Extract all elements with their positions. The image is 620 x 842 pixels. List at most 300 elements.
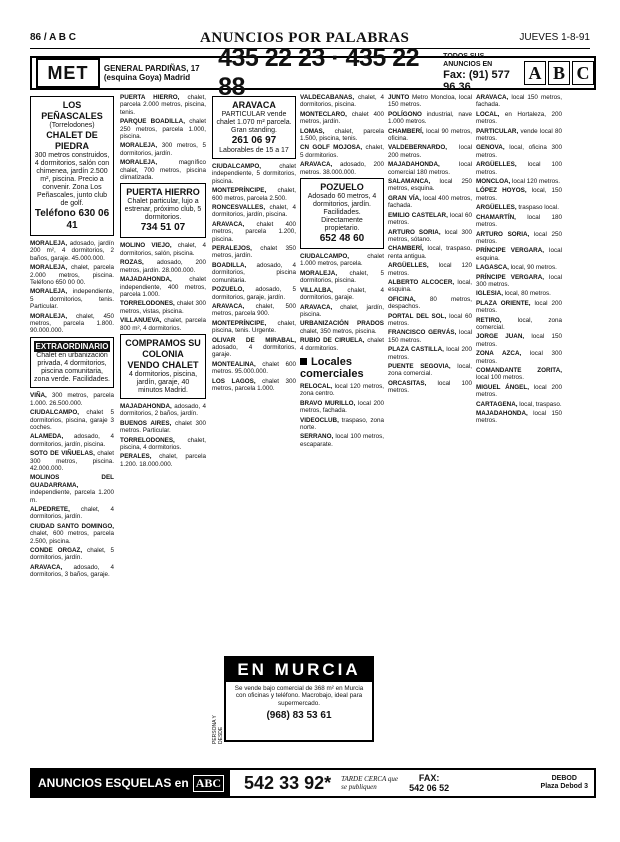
classified-ad	[30, 240, 114, 262]
classified-ad-text: local 200 metros, fachada.	[300, 399, 384, 415]
classified-ad-text: local 100 metros.	[388, 379, 472, 395]
classified-ad-keyword: LOS LAGOS,	[212, 377, 256, 385]
classified-ad-keyword: MAJADAHONDA,	[388, 161, 440, 169]
classified-ad-keyword: ROZAS,	[120, 259, 144, 267]
classified-ad	[388, 363, 472, 378]
classified-ad-keyword: TORRELODONES,	[120, 436, 175, 444]
classified-ad	[212, 303, 296, 318]
classified-ad-text: chalet 400 metros, jardín.	[300, 110, 384, 126]
classified-ad-keyword: MORALEJA,	[30, 312, 68, 320]
classified-ad-keyword: URBANIZACIÓN PRADOS	[300, 320, 384, 328]
classified-ad-text: chalet, 350 metros, piscina.	[300, 327, 377, 335]
classified-ad-text: chalet, parcela 2.000 metros, piscina. Teléfono 650 00 00.	[30, 264, 114, 287]
classified-ad-text: local 180 metros.	[476, 213, 562, 229]
classified-ad-text: local, zona comercial.	[476, 316, 562, 331]
classified-ad-text: local 300 metros.	[476, 350, 562, 365]
classified-ad-text: local 150 metros, fachada.	[476, 94, 562, 109]
classified-ad	[120, 437, 206, 452]
column-2	[120, 94, 206, 654]
classified-ad-keyword: CIUDALCAMPO,	[300, 253, 349, 261]
classified-ad-text: chalet 4 dormitorios.	[300, 337, 384, 352]
classified-ad	[30, 409, 114, 431]
classified-ad-keyword: CONDE ORGAZ,	[30, 547, 83, 554]
classified-ad-keyword: PLAZA ORIENTE,	[476, 299, 531, 307]
classified-ad-text: chalet, piscina, 4 dormitorios.	[120, 436, 206, 451]
classified-ad-keyword: ARAVACA,	[212, 302, 245, 310]
column-5	[388, 94, 472, 754]
classified-ad	[212, 262, 296, 284]
classified-ad-text: local 120 metros, zona centro.	[300, 382, 384, 398]
classified-ad	[120, 420, 206, 435]
ad-box-sub: (Torrelodones)	[49, 122, 95, 129]
classified-ad-text: local comercial 180 metros.	[388, 161, 472, 176]
ad-box-body: Adosado 60 metros, 4 dormitorios, jardín. Facilidades. Directamente propietario.	[307, 193, 377, 233]
classified-ad	[388, 94, 472, 109]
classified-ad-keyword: CHAMBERÍ,	[388, 245, 424, 253]
ad-box-phone: Teléfono 630 06 41	[34, 208, 110, 231]
classified-ad-keyword: CIUDAD SANTO DOMINGO,	[30, 522, 114, 530]
classified-ad-text: chalet independiente, 400 metros, parcela 1.000.	[120, 276, 206, 298]
debod-name: DEBOD	[551, 775, 577, 782]
footer-tagline: TARDE CERCA que se publiquen	[341, 775, 399, 791]
classified-ad	[30, 474, 114, 504]
classified-ad-keyword: MORALEJA,	[30, 288, 68, 296]
classified-ad	[388, 279, 472, 294]
classified-ad-text: independiente, 5 dormitorios, tenis. Particular.	[30, 288, 114, 311]
ad-box-title: CHALET DE PIEDRA	[46, 130, 98, 151]
classified-ad-text: local 90 metros, oficina.	[388, 127, 472, 143]
square-bullet-icon	[300, 358, 307, 365]
classified-ad-keyword: EMILIO CASTELAR,	[388, 211, 448, 219]
classified-ad	[212, 320, 296, 335]
classified-ad-keyword: PLAZA CASTILLA,	[388, 346, 444, 354]
ad-box-penascales	[30, 96, 114, 236]
classified-ad	[120, 317, 206, 332]
classified-ad-text: local 250 metros, esquina.	[388, 178, 472, 193]
classified-ad-text: chalet 300 metros, vistas, piscina.	[120, 300, 206, 315]
classified-ad-text: chalet, 4 dormitorios, jardín, piscina.	[212, 204, 296, 219]
classified-ad	[388, 229, 472, 244]
classified-ad-keyword: PORTAL DEL SOL,	[388, 312, 447, 320]
classified-ad-text: chalet 5 dormitorios, piscina, garaje 3 coches.	[30, 409, 114, 431]
page-number: 86 / A B C	[30, 32, 76, 43]
classified-ad	[476, 178, 562, 185]
classified-ad	[30, 433, 114, 448]
classified-ad-keyword: MIGUEL ÁNGEL,	[476, 383, 529, 391]
classified-ad-text: local, esquina.	[388, 278, 472, 294]
classified-ad	[476, 317, 562, 332]
classified-ad-text: chalet, parcela 800 m², 4 dormitorios.	[120, 317, 206, 332]
met-logo: MET	[36, 58, 100, 88]
classified-ad	[300, 144, 384, 159]
classified-ad	[212, 163, 296, 185]
ad-box-phone: 734 51 07	[140, 222, 186, 234]
classified-ad-text: adosado, 4 dormitorios, jardín, piscina.	[30, 433, 114, 448]
classified-ad-keyword: ARAVACA,	[212, 220, 245, 228]
classified-ad	[212, 221, 296, 243]
classified-ad-text: adosado, 4 dormitorios, piscina comunitaria.	[212, 261, 296, 284]
classified-ad-text: local esquina.	[476, 247, 562, 262]
classified-ad-keyword: RUBIO DE CIRUELA,	[300, 337, 365, 345]
abc-letter: C	[572, 61, 594, 85]
classified-ad-keyword: LOCAL,	[476, 110, 500, 118]
classified-ad	[120, 300, 206, 315]
classified-ad-keyword: VILLALBA,	[300, 286, 333, 294]
banner-phones: 435 22 23 · 435 22 88	[218, 44, 420, 101]
classified-ad-text: chalet independiente, 5 dormitorios, piscina.	[212, 163, 296, 185]
classified-ad-keyword: SERRANO,	[300, 433, 334, 441]
footer-phone: 542 33 92*	[244, 772, 332, 793]
classified-ad-keyword: MAJADAHONDA,	[476, 410, 528, 418]
murcia-title: EN MURCIA	[226, 658, 372, 682]
banner-address: GENERAL PARDIÑAS, 17 (esquina Goya) Madrid	[103, 64, 200, 82]
debod-logo	[541, 775, 588, 791]
classified-ad	[212, 378, 296, 393]
classified-ad-keyword: ALBERTO ALCOCER,	[388, 278, 455, 286]
classified-ad-text: local, traspaso, renta antigua.	[388, 245, 472, 260]
ad-box-body: 300 metros construidos, 4 dormitorios, salón con chimenea, jardín 2.500 m², piscina. Precio a convenir. Zona Los Peñascales, junto club de golf.	[34, 152, 110, 207]
classified-ad-keyword: VALDEBERNARDO,	[388, 144, 448, 152]
classified-ad	[476, 367, 562, 382]
classified-ad	[120, 142, 206, 157]
classified-ad-keyword: ARTURO SORIA,	[476, 230, 530, 238]
classified-ad	[476, 111, 562, 126]
classified-ad-keyword: ARTURO SORIA,	[388, 228, 441, 236]
classified-ad-keyword: CARTAGENA,	[476, 400, 518, 408]
classified-ad-text: local 200 metros.	[388, 346, 472, 361]
ad-box-head: EXTRAORDINARIO	[35, 341, 109, 351]
classified-ad-keyword: MONTECLARO,	[300, 110, 347, 118]
classified-ad	[212, 286, 296, 301]
classified-ad-keyword: GRAN VÍA,	[388, 194, 421, 202]
ad-box-body: 4 dormitorios, piscina, jardín, garaje, 40 minutos Madrid.	[128, 370, 198, 394]
ad-box-head: PUERTA HIERRO	[126, 187, 200, 198]
classified-ad-text: local 150 metros.	[476, 333, 562, 348]
classified-ad-keyword: RETIRO,	[476, 316, 502, 324]
classified-ad	[300, 417, 384, 432]
classified-ad	[476, 231, 562, 246]
classified-ad	[388, 178, 472, 193]
classified-ad	[388, 329, 472, 344]
classified-ad-keyword: POZUELO,	[212, 286, 245, 294]
classified-ad-keyword: LOMAS,	[300, 127, 325, 135]
classified-ad	[476, 274, 562, 289]
classified-ad-keyword: SALAMANCA,	[388, 178, 431, 186]
classified-ad-text: 80 metros, despachos.	[388, 295, 472, 311]
classified-ad-keyword: FRANCISCO GERVÁS,	[388, 329, 457, 337]
classified-ad-text: local 100 metros.	[476, 161, 562, 176]
ad-box-sub: VENDO CHALET	[127, 359, 199, 370]
banner-ads	[443, 53, 518, 93]
classified-ad-keyword: ZONA AZCA,	[476, 350, 522, 358]
classified-ad-keyword: PARQUE BOADILLA,	[120, 118, 185, 126]
classified-ad-text: chalet, 500 metros, parcela 900.	[212, 302, 296, 318]
classified-ad	[120, 159, 206, 181]
banner-ads-line: TODOS SUS ANUNCIOS EN	[443, 53, 493, 68]
classified-ad	[300, 433, 384, 448]
classified-ad-keyword: MORALEJA,	[30, 264, 68, 272]
classified-ad	[476, 128, 562, 143]
classified-ad	[300, 253, 384, 268]
classified-ad-keyword: MORALEJA,	[30, 240, 68, 247]
classified-ad-text: local, 90 metros.	[510, 264, 557, 272]
classified-ad-text: chalet 600 metros. 95.000.000.	[212, 360, 296, 376]
classified-ad-keyword: OLIVAR DE MIRABAL,	[212, 336, 296, 344]
classified-ad	[30, 288, 114, 310]
classified-ad	[212, 204, 296, 219]
classified-ad-text: adosado, 200 metros. 38.000.000.	[300, 161, 384, 176]
classified-ad-text: adosado, 4 dormitorios, 3 baños, garaje.	[30, 563, 114, 579]
footer-fax-number: 542 06 52	[409, 783, 450, 793]
classified-ad	[476, 410, 562, 425]
classified-ad-text: local 150 metros.	[476, 410, 562, 425]
ad-box-head: LOS PEÑASCALES	[41, 100, 103, 121]
classified-ad-keyword: ARAVACA,	[30, 563, 63, 571]
classified-ad-keyword: CIUDALCAMPO,	[212, 163, 261, 170]
classified-ad-text: chalet 300 metros. Particular.	[120, 419, 206, 435]
classified-ad-keyword: VALDECABAÑAS,	[300, 94, 355, 101]
classified-ad-keyword: RELOCAL,	[300, 382, 333, 390]
classified-ad-text: local, 80 metros.	[504, 290, 551, 298]
classified-ad-keyword: MOLINO VIEJO,	[120, 242, 172, 250]
classified-ad-keyword: ARAVACA,	[476, 94, 509, 101]
classified-ad-keyword: BRAVO MURILLO,	[300, 399, 356, 407]
classified-ad	[476, 401, 562, 408]
classified-ad-keyword: CN GOLF MOJOSA,	[300, 144, 363, 152]
classified-ad	[212, 337, 296, 359]
classified-ad-text: chalet 300 metros, parcela 1.000.	[212, 377, 296, 392]
classified-ad-text: local 400 metros, fachada.	[388, 194, 472, 210]
classified-ad	[30, 547, 114, 562]
classified-ad-text: chalet, piscina, tenis. Urgente.	[212, 319, 296, 335]
classified-ad	[476, 204, 562, 211]
classified-ad	[300, 383, 384, 398]
classified-ad-text: adosado, 4 dormitorios, 2 baños, jardín.	[120, 402, 206, 418]
classified-ad-text: local 60 metros.	[388, 211, 472, 227]
abc-letter: B	[548, 61, 570, 85]
classified-ad-keyword: SOTO DE VIÑUELAS,	[30, 450, 95, 458]
classified-ad	[388, 262, 472, 277]
classified-ad-keyword: OFICINA,	[388, 295, 416, 303]
footer-fax	[409, 773, 449, 793]
abc-logo	[524, 61, 594, 85]
classified-ad-keyword: PARTICULAR,	[476, 127, 519, 135]
classified-ad-text: local 200 metros.	[388, 144, 472, 159]
classified-ad	[300, 287, 384, 302]
classified-ad-text: local, oficina 300 metros.	[476, 144, 562, 159]
classified-ad-text: chalet, jardín, piscina.	[300, 303, 384, 318]
classified-ad	[476, 264, 562, 271]
classified-ad	[212, 361, 296, 376]
classified-ad-keyword: PRÍNCIPE VERGARA,	[476, 247, 545, 255]
vertical-label: PERSONA Y DESDE	[212, 715, 224, 744]
classified-ad-text: chalet, 5 dormitorios, piscina.	[300, 269, 384, 285]
classified-ad-keyword: MORALEJA,	[300, 269, 338, 277]
classified-ad	[388, 111, 472, 126]
classified-ad-keyword: ALPEDRETE,	[30, 505, 70, 513]
classified-ad-text: independiente, parcela 1.200 m.	[30, 489, 114, 504]
classified-ad-keyword: JORGE JUAN,	[476, 333, 525, 341]
classified-ad-text: magnífico chalet, 700 metros, piscina climatizada.	[120, 159, 206, 182]
classified-ad	[388, 380, 472, 395]
classified-ad-keyword: BUENOS AIRES,	[120, 419, 172, 427]
classified-ad-keyword: BOADILLA,	[212, 261, 247, 269]
classified-ad	[300, 128, 384, 143]
murcia-body: Se vende bajo comercial de 368 m² en Murcia con oficinas y teléfono. Macrobajo, ideal para supermercado.	[234, 685, 364, 707]
footer-banner	[30, 768, 596, 798]
classified-ad	[476, 333, 562, 348]
classified-ad-keyword: LAGASCA,	[476, 264, 509, 272]
classified-ad-text: local 120 metros.	[388, 262, 472, 277]
classified-ad	[476, 384, 562, 399]
column-3	[212, 94, 296, 650]
footer-fax-label: FAX:	[418, 773, 440, 783]
classified-ad-keyword: ARGÜELLES,	[476, 161, 517, 169]
ad-box-pozuelo	[300, 178, 384, 249]
classified-ad-text: en Hortaleza, 200 metros.	[476, 110, 562, 126]
classified-ad-text: 300 metros, parcela 1.000. 26.500.000.	[30, 392, 114, 407]
classified-ad-keyword: ORCASITAS,	[388, 379, 427, 387]
classified-ad-text: local 60 metros.	[388, 312, 472, 327]
classified-ad-text: Metro Moncloa, local 150 metros.	[388, 94, 472, 109]
classified-ad-keyword: MONTEPRÍNCIPE,	[212, 187, 267, 195]
classified-ad-keyword: LÓPEZ HOYOS,	[476, 187, 527, 195]
classified-ad	[120, 118, 206, 140]
classified-ad	[300, 161, 384, 176]
classified-ad	[30, 313, 114, 335]
classified-ad-keyword: GENOVA,	[476, 144, 505, 152]
banner-fax: Fax: (91) 577 96 36	[443, 69, 510, 93]
classified-ad-text: traspaso local.	[518, 204, 559, 212]
classified-ad-keyword: MAJADAHONDA,	[120, 276, 172, 284]
classified-ad-keyword: MOLINOS DEL GUADARRAMA,	[30, 474, 114, 489]
classified-ad	[300, 337, 384, 352]
classified-ad-text: chalet, 600 metros, parcela 2.500, piscina.	[30, 530, 114, 545]
classified-ad	[476, 290, 562, 297]
classified-ad-text: local 200 metros.	[476, 299, 562, 315]
ad-box-body: Chalet en urbanización privada, 4 dormitorios, piscina comunitaria, zona verde. Facilidades.	[34, 352, 110, 384]
page-date: JUEVES 1-8-91	[519, 32, 590, 43]
classified-ad-text: chalet 350 metros, jardín.	[212, 245, 296, 260]
classified-ad-keyword: ARGÜELLES,	[388, 262, 429, 270]
classified-ad-text: local 120 metros.	[512, 178, 560, 186]
classified-ad	[388, 245, 472, 260]
classified-ad-keyword: VIÑA,	[30, 392, 47, 400]
classified-ad-text: local, traspaso.	[519, 400, 562, 408]
ad-box-body: PARTICULAR vende chalet 1.070 m² parcela. Gran standing.	[216, 111, 292, 134]
classified-ad-text: chalet, 4 dormitorios, piscina.	[300, 94, 384, 109]
classified-ad-keyword: VILLANUEVA,	[120, 317, 162, 325]
classified-ad-keyword: MONTEPRÍNCIPE,	[212, 319, 267, 327]
murcia-phone: (968) 83 53 61	[266, 710, 332, 722]
classified-ad	[30, 564, 114, 579]
classified-ad	[120, 403, 206, 418]
classified-ad	[120, 453, 206, 468]
ad-box-phone: 261 06 97	[231, 135, 277, 146]
classified-ad-keyword: CHAMBERÍ,	[388, 127, 424, 135]
ad-box-phone: 652 48 60	[319, 233, 365, 245]
classified-ad-text: chalet 400 metros, parcela 1.200, piscina.	[212, 220, 296, 243]
classified-ad-text: chalet, 450 metros, parcela 1.800. 90.000.000.	[30, 312, 114, 335]
classified-ad	[30, 450, 114, 472]
classified-ad	[476, 350, 562, 365]
classified-ad-text: adosado, 5 dormitorios, garaje, jardín.	[212, 286, 296, 301]
classified-ad-keyword: MONCLOA,	[476, 178, 511, 186]
classified-ad-keyword: PERALES,	[120, 453, 152, 461]
page-title: ANUNCIOS POR PALABRAS	[200, 30, 410, 46]
classified-ad-text: chalet, 4 dormitorios, salón, piscina.	[120, 242, 206, 257]
classified-ad	[476, 247, 562, 262]
debod-address: Plaza Debod 3	[540, 783, 588, 790]
classified-ad	[30, 392, 114, 407]
ad-box-colonia	[120, 334, 206, 399]
classified-ad	[30, 264, 114, 286]
ad-box-puerta-hierro	[120, 183, 206, 238]
classified-ad	[300, 94, 384, 109]
classified-ad-keyword: MORALEJA,	[120, 142, 158, 150]
classified-ad-keyword: PRÍNCIPE VERGARA,	[476, 273, 545, 281]
classified-ad	[388, 346, 472, 361]
classified-ad-text: 300 metros, 5 dormitorios, jardín.	[120, 142, 206, 157]
classified-ad	[476, 300, 562, 315]
classified-ad-keyword: PUERTA HIERRO,	[120, 94, 180, 101]
column-6	[476, 94, 562, 754]
classified-ad-text: local 100 metros, escaparate.	[300, 433, 384, 448]
classified-ad	[388, 144, 472, 159]
classified-ad	[388, 313, 472, 328]
classified-ad	[300, 304, 384, 319]
classified-ad-text: chalet 300 metros, piscina. 42.000.000.	[30, 450, 114, 472]
classified-ad	[120, 94, 206, 116]
classified-ad-text: traspaso, zona norte.	[300, 416, 384, 431]
classified-ad-text: local 300 metros, sótano.	[388, 228, 472, 243]
classified-ad-keyword: TORRELODONES,	[120, 300, 175, 308]
classified-ad	[476, 144, 562, 159]
footer-abc: ABC	[193, 775, 224, 792]
ad-box-head: COMPRAMOS SU COLONIA	[125, 337, 201, 359]
classified-ad-text: chalet, parcela 2.000 metros, piscina, tenis.	[120, 94, 206, 116]
classified-ad-text: chalet, 600 metros, parcela 2.500.	[212, 187, 296, 202]
classified-ad-text: adosado, 4 dormitorios, garaje.	[212, 343, 296, 359]
ad-box-extraordinario	[30, 337, 114, 388]
classified-ad-keyword: ARAVACA,	[300, 303, 333, 311]
classified-ad	[30, 523, 114, 545]
classified-ad-text: adosado, jardín 200 m², 4 dormitorios, 2 baños, garaje. 45.000.000.	[30, 240, 114, 262]
classified-ad-keyword: JUNTO	[388, 94, 410, 101]
ad-box-sub: Laborables de 15 a 17	[219, 147, 289, 154]
classified-ad-keyword: POLÍGONO	[388, 110, 422, 118]
classified-ad	[476, 187, 562, 202]
classified-ad-keyword: IGLESIA,	[476, 290, 503, 298]
classified-ad	[388, 195, 472, 210]
classified-ad-text: local 150 metros.	[388, 329, 472, 344]
classified-ad-keyword: RONCESVALLES,	[212, 204, 266, 212]
classified-ad-keyword: ARGÜELLES,	[476, 204, 517, 212]
ad-box-aravaca	[212, 96, 296, 159]
classified-ad-keyword: CHAMARTÍN,	[476, 213, 516, 221]
ad-box-body: Chalet particular, lujo a estrenar, próximo club, 5 dormitorios.	[124, 198, 202, 222]
footer-label-text: ANUNCIOS ESQUELAS en	[38, 776, 189, 790]
classified-ad-keyword: PUENTE SEGOVIA,	[388, 363, 451, 370]
classified-ad-text: local 100 metros.	[476, 374, 524, 382]
abc-letter: A	[524, 61, 546, 85]
classified-ad-keyword: ARAVACA,	[300, 161, 333, 169]
classified-ad	[388, 212, 472, 227]
classified-ad-text: adosado, 200 metros, jardín. 28.000.000.	[120, 259, 206, 274]
classified-ad-text: industrial, nave 1.000 metros.	[388, 110, 472, 126]
classified-ad	[212, 245, 296, 260]
classified-ad-text: local, 150 metros.	[476, 187, 562, 202]
